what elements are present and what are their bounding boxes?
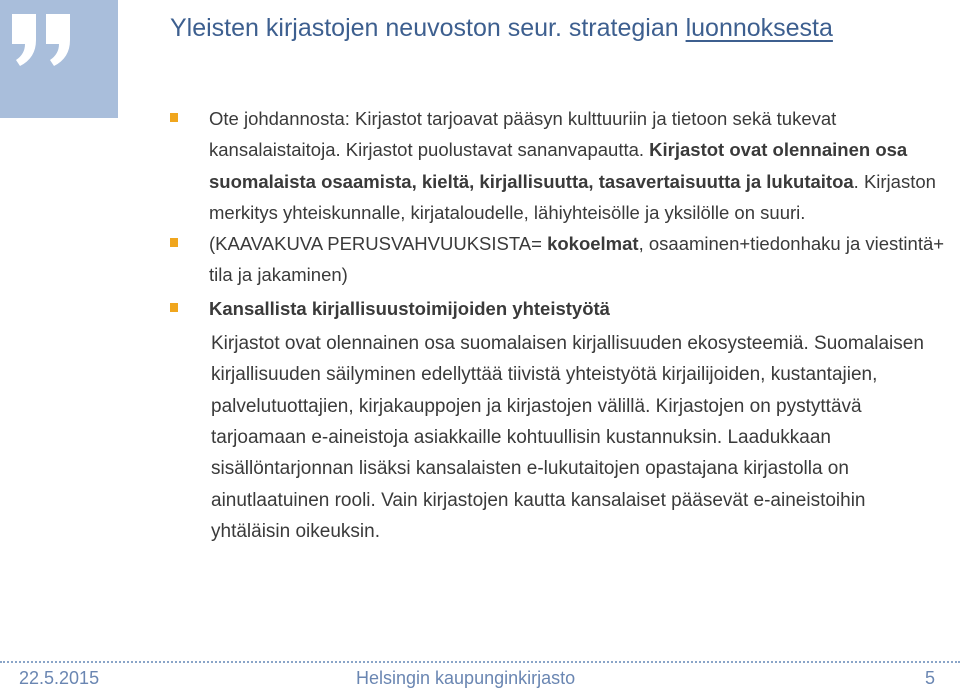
slide-footer — [0, 650, 960, 693]
bullet-item-cooperation — [170, 293, 945, 324]
cooperation-paragraph: Kirjastot ovat olennainen osa suomalaisen kirjallisuuden ekosysteemiä. Suomalaisen kirjallisuuden säilyminen edellyttää tiivistä yhteistyötä kirjailijoiden, kustantajien, palvelutuottajien, kirjakauppojen ja kirjastojen välillä. Kirjastojen on pystyttävä tarjoamaan e-aineistoja asiakkaille kohtuullisin kustannuksin. Laadukkaan sisällöntarjonnan lisäksi kansalaisten e-lukutaitojen opastajana kirjastolla on ainutlaatuinen rooli. Vain kirjastojen kautta kansalaiset pääsevät e-aineistoihin yhtäläisin oikeuksin. — [211, 333, 924, 542]
slide-title-underlined: luonnoksesta — [685, 14, 833, 42]
bullet-cooperation-heading: Kansallista kirjallisuustoimijoiden yhteistyötä — [209, 297, 610, 319]
footer-page-number: 5 — [925, 668, 936, 688]
slide-title — [170, 14, 950, 43]
footer-date: 22.5.2015 — [19, 668, 100, 688]
bullet-item-intro — [170, 103, 945, 228]
bullet-diagram-text: (KAAVAKUVA PERUSVAHVUUKSISTA= — [209, 233, 548, 255]
quotation-mark-icon — [8, 10, 78, 70]
bullet-item-diagram — [170, 228, 945, 291]
footer-organization: Helsingin kaupunginkirjasto — [356, 668, 576, 688]
slide-body — [170, 103, 945, 547]
bullet-intro-text-end: . Kirjaston merkitys yhteiskunnalle, kirjataloudelle, lähiyhteisölle ja yksilölle on suuri. — [209, 170, 936, 223]
bullet-diagram-bold: kokoelmat — [547, 233, 639, 255]
bullet-diagram-text-end: , osaaminen+tiedonhaku ja viestintä+ tila ja jakaminen) — [209, 233, 945, 286]
bullet-intro-bold: Kirjastot ovat olennainen osa suomalaista osaamista, kieltä, kirjallisuutta, tasavertaisuutta ja lukutaitoa — [209, 139, 908, 192]
bullet-intro-text: Ote johdannosta: Kirjastot tarjoavat pääsyn kulttuuriin ja tietoon sekä tukevat kansalaistaitoja. Kirjastot puolustavat sananvapautta. — [209, 108, 837, 161]
footer-divider — [0, 661, 960, 663]
slide-title-main: Yleisten kirjastojen neuvoston seur. strategian — [170, 14, 686, 42]
quote-decoration — [0, 0, 118, 118]
